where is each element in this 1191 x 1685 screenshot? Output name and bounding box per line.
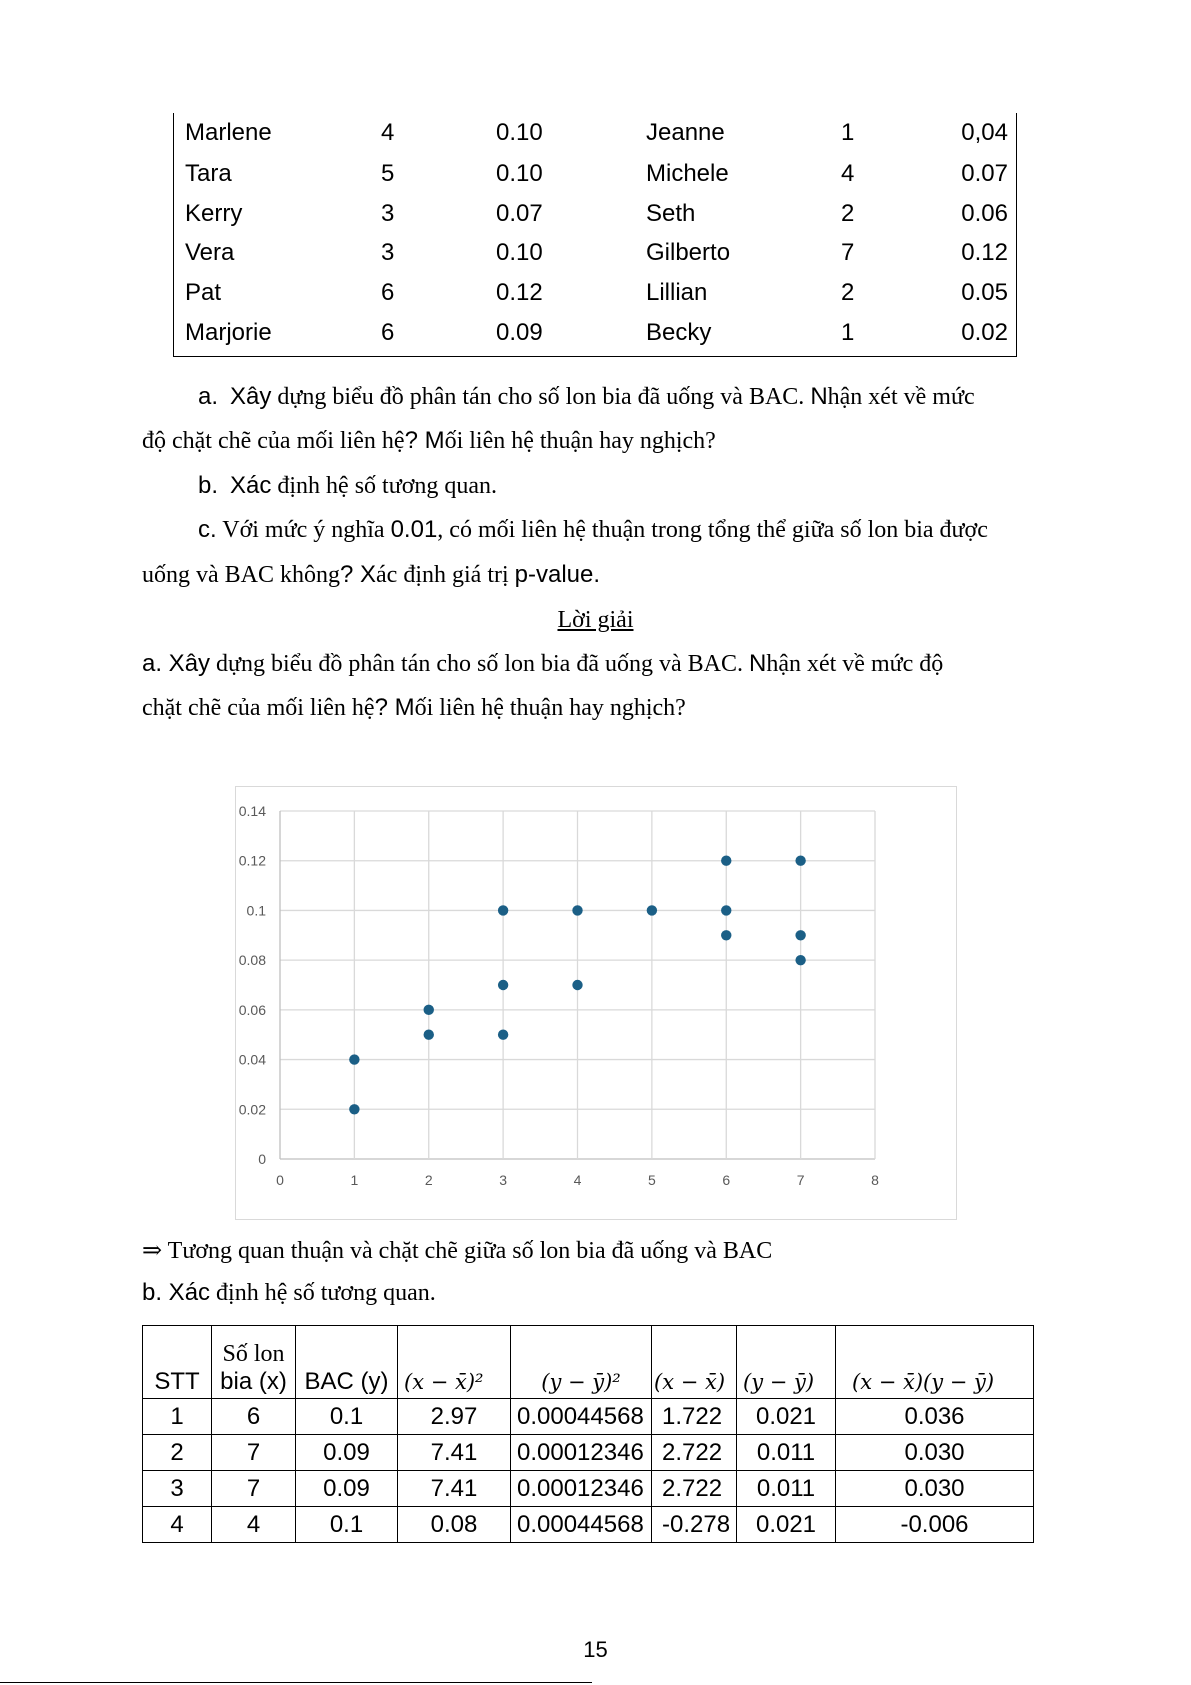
data-table-cell-cans2: 1: [841, 119, 855, 146]
data-table-cell-bac1: 0.10: [496, 160, 543, 187]
table-row: [143, 1507, 1034, 1543]
cell-y-dev: 0.021: [737, 1507, 836, 1543]
header-y: BAC (y): [296, 1326, 398, 1399]
header-x-dev-sq-text: (x − x̄)²: [404, 1370, 484, 1394]
question-b-text: định hệ số tương quan.: [271, 473, 498, 499]
data-table-row: [174, 154, 1016, 194]
cell-y-dev-sq: 0.00044568: [511, 1507, 652, 1543]
cell-stt: 4: [143, 1507, 212, 1543]
cell-x-dev-sq: 0.08: [398, 1507, 511, 1543]
header-x-dev-text: (x − x̄): [654, 1370, 726, 1394]
x-tick-label: 8: [871, 1172, 879, 1188]
question-a-text-end: hận xét về mức: [827, 384, 975, 410]
cell-x-dev-sq: 2.97: [398, 1399, 511, 1435]
question-b-letter: b.: [198, 472, 219, 499]
data-table-row: [174, 113, 1016, 153]
data-point: [424, 1030, 434, 1040]
solution-b-text: định hệ số tương quan.: [210, 1280, 436, 1306]
table-row: [143, 1399, 1034, 1435]
data-table-cell-bac2: 0.12: [961, 239, 1008, 266]
data-table-cell-name2: Becky: [646, 319, 712, 346]
data-point: [721, 905, 731, 915]
cell-y-dev-sq: 0.00044568: [511, 1399, 652, 1435]
data-point: [498, 905, 508, 915]
y-tick-label: 0.04: [238, 1051, 266, 1068]
cell-x-dev: 1.722: [652, 1399, 737, 1435]
data-point: [572, 905, 582, 915]
data-table-cell-bac1: 0.07: [496, 200, 543, 227]
table-row: [143, 1435, 1034, 1471]
header-x: [212, 1326, 296, 1399]
solution-a-line2: [142, 694, 686, 722]
data-table-cell-name1: Marjorie: [185, 319, 272, 346]
cell-y: 0.09: [296, 1435, 398, 1471]
table-row: [143, 1471, 1034, 1507]
cell-x-dev: 2.722: [652, 1435, 737, 1471]
data-table-cell-name1: Kerry: [185, 200, 243, 227]
question-a-line2-q: ? M: [404, 427, 445, 454]
data-table-row: [174, 313, 1016, 353]
data-table-cell-cans2: 2: [841, 200, 855, 227]
header-x-dev: [652, 1326, 737, 1399]
solution-a-text: dựng biểu đồ phân tán cho số lon bia đã uống và BAC.: [210, 651, 749, 677]
cell-x: 4: [212, 1507, 296, 1543]
cell-product: 0.030: [836, 1435, 1034, 1471]
header-x-line1: Số lon: [222, 1341, 285, 1367]
cell-y: 0.1: [296, 1399, 398, 1435]
cell-stt: 1: [143, 1399, 212, 1435]
solution-title: Lời giải: [557, 607, 634, 633]
data-table-cell-cans1: 4: [381, 119, 395, 146]
scatter-chart: [235, 786, 957, 1220]
data-point: [721, 930, 731, 940]
footer-rule: [0, 1682, 592, 1683]
y-tick-label: 0.02: [238, 1101, 266, 1118]
y-tick-label: 0.12: [238, 852, 266, 869]
header-y-dev: [737, 1326, 836, 1399]
header-y-dev-sq: [511, 1326, 652, 1399]
header-product: [836, 1326, 1034, 1399]
y-tick-label: 0.14: [238, 803, 266, 819]
data-table-cell-name2: Lillian: [646, 279, 708, 306]
data-table-cell-name1: Tara: [185, 160, 232, 187]
x-tick-label: 4: [573, 1172, 582, 1188]
data-table-cell-name1: Pat: [185, 279, 222, 306]
question-a-letter: a.: [198, 383, 219, 410]
data-table-cell-cans2: 7: [841, 239, 855, 266]
data-table-cell-name1: Vera: [185, 239, 235, 266]
question-a-text: dựng biểu đồ phân tán cho số lon bia đã uống và BAC.: [271, 384, 811, 410]
data-point: [795, 856, 805, 866]
data-table-cell-name1: Marlene: [185, 119, 272, 146]
data-table-cell-cans1: 5: [381, 160, 395, 187]
y-tick-label: 0.1: [246, 902, 266, 919]
data-table-cell-cans1: 6: [381, 319, 395, 346]
correlation-table-body: [143, 1399, 1034, 1543]
solution-b: [142, 1279, 436, 1307]
data-table-row: [174, 273, 1016, 313]
solution-b-word: b. Xác: [142, 1279, 211, 1306]
x-tick-label: 6: [722, 1172, 731, 1188]
cell-x-dev-sq: 7.41: [398, 1435, 511, 1471]
data-table-cell-name2: Jeanne: [646, 119, 725, 146]
question-c-alpha: 0.01: [390, 516, 438, 543]
y-tick-label: 0.08: [238, 952, 266, 969]
question-c-line2-text: uống và BAC không: [142, 562, 340, 588]
cell-x: 7: [212, 1435, 296, 1471]
solution-a-line1: [142, 650, 943, 678]
correlation-table-header: [143, 1326, 1034, 1399]
data-table-cell-name2: Gilberto: [646, 239, 731, 266]
header-x-dev-sq: [398, 1326, 511, 1399]
data-point: [572, 980, 582, 990]
header-product-text: (x − x̄)(y − ȳ): [852, 1370, 995, 1394]
data-table-cell-cans2: 2: [841, 279, 855, 306]
data-point: [349, 1054, 359, 1064]
question-a-line2-end: ối liên hệ thuận hay nghịch?: [444, 428, 716, 454]
cell-x: 6: [212, 1399, 296, 1435]
data-table-cell-cans1: 6: [381, 279, 395, 306]
solution-a-line2-q: ? M: [374, 694, 415, 721]
data-point: [647, 905, 657, 915]
data-table-cell-cans1: 3: [381, 200, 395, 227]
cell-y: 0.09: [296, 1471, 398, 1507]
y-tick-label: 0.06: [238, 1001, 266, 1018]
data-table-cell-cans1: 3: [381, 239, 395, 266]
cell-y-dev-sq: 0.00012346: [511, 1471, 652, 1507]
cell-x-dev: 2.722: [652, 1471, 737, 1507]
data-table-cell-bac2: 0.06: [961, 200, 1008, 227]
cell-y-dev-sq: 0.00012346: [511, 1435, 652, 1471]
question-c-text2: , có mối liên hệ thuận trong tổng thể giữa số lon bia được: [437, 517, 988, 543]
x-tick-label: 3: [499, 1172, 508, 1188]
x-tick-label: 5: [647, 1172, 656, 1188]
data-table-cell-bac2: 0,04: [961, 119, 1008, 146]
data-table-row: [174, 233, 1016, 273]
data-point: [795, 930, 805, 940]
solution-a-n: N: [748, 650, 767, 677]
y-tick-label: 0: [258, 1151, 266, 1167]
cell-x: 7: [212, 1471, 296, 1507]
cell-product: -0.006: [836, 1507, 1034, 1543]
question-c-line2: [142, 561, 600, 589]
data-table-cell-bac1: 0.10: [496, 239, 543, 266]
question-c-text1: Với mức ý nghĩa: [216, 517, 391, 543]
data-table-cell-cans2: 4: [841, 160, 855, 187]
cell-product: 0.036: [836, 1399, 1034, 1435]
scatter-chart-svg: [236, 787, 956, 1219]
data-table-row: [174, 194, 1016, 234]
data-point: [498, 1030, 508, 1040]
header-stt: STT: [143, 1326, 212, 1399]
data-point: [721, 856, 731, 866]
data-table-cell-name2: Seth: [646, 200, 696, 227]
conclusion-text: ⇒ Tương quan thuận và chặt chẽ giữa số lon bia đã uống và BAC: [142, 1238, 773, 1264]
question-a-word: Xây: [230, 383, 272, 410]
data-table-cell-bac1: 0.10: [496, 119, 543, 146]
question-b: [198, 472, 497, 500]
solution-a-line2-text: chặt chẽ của mối liên hệ: [142, 695, 375, 721]
cell-y-dev: 0.011: [737, 1435, 836, 1471]
data-table-cell-bac2: 0.07: [961, 160, 1008, 187]
question-b-word: Xác: [230, 472, 272, 499]
correlation-table: [142, 1325, 1034, 1543]
cell-product: 0.030: [836, 1471, 1034, 1507]
question-c-letter: c.: [198, 516, 217, 543]
solution-a-end: hận xét về mức độ: [766, 651, 944, 677]
question-a-line2-text: độ chặt chẽ của mối liên hệ: [142, 428, 405, 454]
cell-y-dev: 0.011: [737, 1471, 836, 1507]
data-point: [349, 1104, 359, 1114]
x-tick-label: 0: [276, 1172, 284, 1188]
cell-y: 0.1: [296, 1507, 398, 1543]
cell-x-dev: -0.278: [652, 1507, 737, 1543]
question-c-line1: [198, 516, 988, 544]
question-a-line2: [142, 427, 716, 455]
solution-a-line2-end: ối liên hệ thuận hay nghịch?: [414, 695, 686, 721]
data-point: [498, 980, 508, 990]
question-a-line1: [198, 383, 975, 411]
question-c-line2-q: ? X: [340, 561, 377, 588]
drinks-data-table: [173, 113, 1017, 357]
x-tick-label: 1: [350, 1172, 359, 1188]
solution-a-word: a. Xây: [142, 650, 211, 677]
header-y-dev-sq-text: (y − ȳ)²: [541, 1370, 621, 1394]
cell-y-dev: 0.021: [737, 1399, 836, 1435]
data-table-cell-cans2: 1: [841, 319, 855, 346]
x-tick-label: 7: [796, 1172, 805, 1188]
cell-stt: 2: [143, 1435, 212, 1471]
page-number: 15: [583, 1637, 608, 1662]
question-c-pvalue: p-value.: [514, 561, 601, 588]
data-table-cell-bac1: 0.12: [496, 279, 543, 306]
data-table-cell-bac2: 0.05: [961, 279, 1008, 306]
data-table-cell-bac1: 0.09: [496, 319, 543, 346]
data-table-cell-bac2: 0.02: [961, 319, 1008, 346]
x-tick-label: 2: [424, 1172, 433, 1188]
header-x-line2: bia (x): [220, 1368, 287, 1395]
question-c-line2-text2: ác định giá trị: [376, 562, 515, 588]
data-point: [795, 955, 805, 965]
question-a-n: N: [810, 383, 828, 410]
data-table-cell-name2: Michele: [646, 160, 729, 187]
data-point: [424, 1005, 434, 1015]
header-y-dev-text: (y − ȳ): [743, 1370, 815, 1394]
cell-stt: 3: [143, 1471, 212, 1507]
cell-x-dev-sq: 7.41: [398, 1471, 511, 1507]
